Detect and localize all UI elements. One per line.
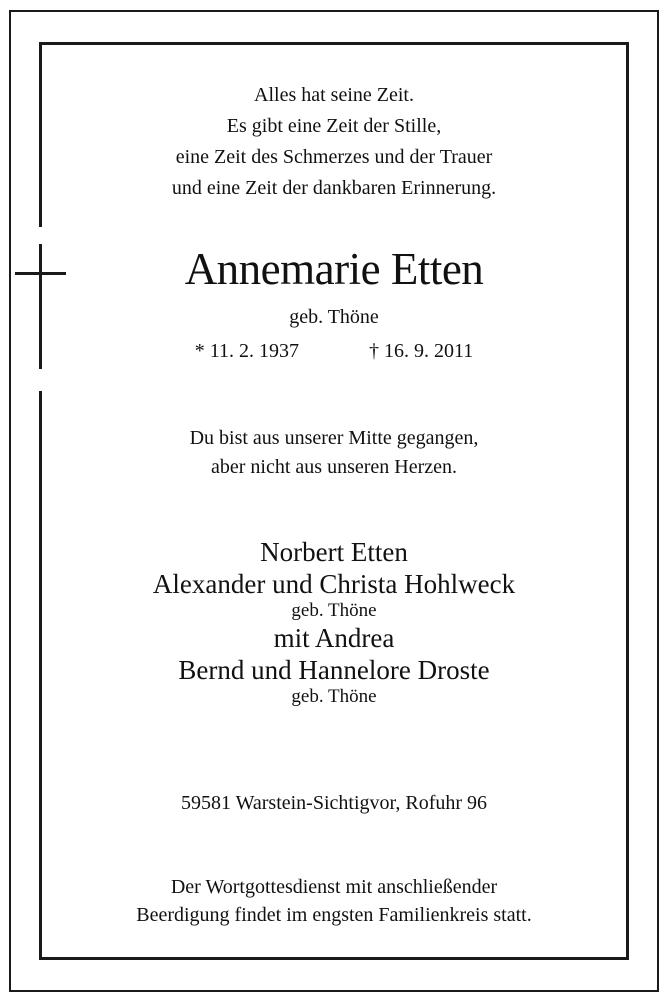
deceased-name: Annemarie Etten xyxy=(184,244,484,294)
inner-frame-right xyxy=(626,42,629,960)
inner-frame-bottom xyxy=(39,957,629,960)
death-date: † 16. 9. 2011 xyxy=(369,340,474,362)
verse xyxy=(42,80,626,204)
mourner-birth-name: geb. Thöne xyxy=(291,600,377,621)
mourner-name: mit Andrea xyxy=(273,623,395,653)
verse-line: eine Zeit des Schmerzes und der Trauer xyxy=(175,146,493,168)
life-dates xyxy=(42,338,626,364)
mourner-name: Bernd und Hannelore Droste xyxy=(178,655,490,685)
farewell-quote xyxy=(42,424,626,482)
verse-line: Alles hat seine Zeit. xyxy=(254,84,414,106)
mourner-name: Norbert Etten xyxy=(260,537,408,567)
address: 59581 Warstein-Sichtigvor, Rofuhr 96 xyxy=(180,792,488,814)
quote-line: Du bist aus unserer Mitte gegangen, xyxy=(189,427,479,449)
service-notice xyxy=(42,873,626,929)
mourner-name: Alexander und Christa Hohlweck xyxy=(152,569,516,599)
mourner-birth-name: geb. Thöne xyxy=(291,686,377,707)
birth-name: geb. Thöne xyxy=(289,306,379,328)
inner-frame-top xyxy=(39,42,629,45)
mourners xyxy=(42,536,626,708)
quote-line: aber nicht aus unseren Herzen. xyxy=(211,456,457,478)
service-line: Beerdigung findet im engsten Familienkreis statt. xyxy=(136,904,532,926)
service-line: Der Wortgottesdienst mit anschließender xyxy=(170,876,498,898)
verse-line: und eine Zeit der dankbaren Erinnerung. xyxy=(171,177,497,199)
birth-date: * 11. 2. 1937 xyxy=(194,340,299,362)
verse-line: Es gibt eine Zeit der Stille, xyxy=(226,115,442,137)
